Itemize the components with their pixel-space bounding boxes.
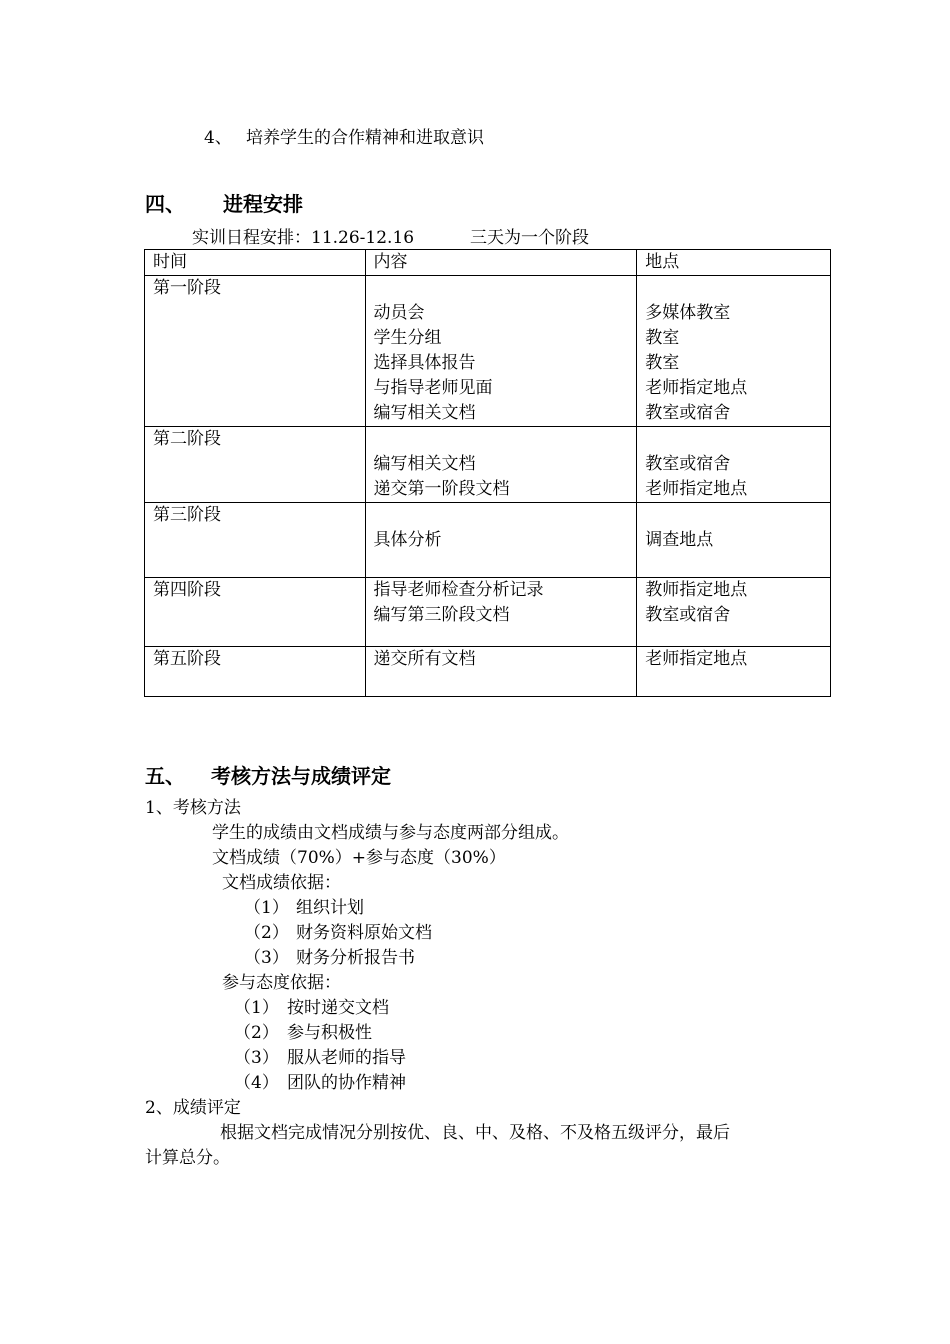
att-basis-item: 服从老师的指导 bbox=[287, 1048, 406, 1068]
stage-cell bbox=[145, 578, 366, 647]
content-line: 具体分析 bbox=[373, 530, 442, 550]
content-line: 递交所有文档 bbox=[373, 649, 476, 669]
goal-item-number: 4、 bbox=[204, 128, 232, 148]
table-row bbox=[145, 427, 831, 503]
content-line: 编写第三阶段文档 bbox=[373, 605, 510, 625]
att-basis-num: （4） bbox=[234, 1073, 279, 1093]
doc-basis-item: 财务分析报告书 bbox=[296, 948, 415, 968]
content-line bbox=[374, 503, 637, 528]
doc-basis-num: （1） bbox=[244, 898, 289, 918]
place-line: 老师指定地点 bbox=[645, 479, 748, 499]
place-line: 教师指定地点 bbox=[645, 580, 748, 600]
schedule-note: 三天为一个阶段 bbox=[470, 228, 589, 248]
doc-basis-item: 组织计划 bbox=[296, 898, 364, 918]
place-cell bbox=[637, 276, 831, 427]
sub1-line1: 学生的成绩由文档成绩与参与态度两部分组成。 bbox=[212, 823, 569, 843]
place-line bbox=[645, 276, 830, 301]
sub2-title: 2、成绩评定 bbox=[145, 1098, 241, 1118]
content-line: 编写相关文档 bbox=[373, 403, 476, 423]
content-line: 编写相关文档 bbox=[373, 454, 476, 474]
schedule-table bbox=[144, 249, 831, 697]
doc-basis-num: （3） bbox=[244, 948, 289, 968]
content-line: 与指导老师见面 bbox=[373, 378, 493, 398]
place-line: 调查地点 bbox=[645, 530, 714, 550]
place-cell bbox=[637, 578, 831, 647]
header-place: 地点 bbox=[637, 250, 831, 276]
table-row bbox=[145, 578, 831, 647]
stage-cell bbox=[145, 503, 366, 578]
section4-title: 进程安排 bbox=[223, 192, 303, 216]
place-line: 老师指定地点 bbox=[645, 649, 748, 669]
header-time: 时间 bbox=[145, 250, 366, 276]
att-basis-item: 参与积极性 bbox=[287, 1023, 372, 1043]
stage-label: 第四阶段 bbox=[153, 580, 221, 600]
place-cell bbox=[637, 427, 831, 503]
place-line: 教室或宿舍 bbox=[645, 605, 731, 625]
doc-basis-item: 财务资料原始文档 bbox=[296, 923, 432, 943]
content-line bbox=[374, 276, 637, 301]
content-line: 指导老师检查分析记录 bbox=[373, 580, 544, 600]
stage-cell bbox=[145, 427, 366, 503]
stage-label: 第二阶段 bbox=[153, 429, 221, 449]
att-basis-num: （3） bbox=[234, 1048, 279, 1068]
section4-number: 四、 bbox=[145, 192, 185, 216]
table-row bbox=[145, 276, 831, 427]
place-line: 老师指定地点 bbox=[645, 378, 748, 398]
att-basis-num: （1） bbox=[234, 998, 279, 1018]
content-cell bbox=[365, 503, 637, 578]
schedule-line: 实训日程安排：11.26-12.16 bbox=[192, 228, 415, 248]
section5-number: 五、 bbox=[145, 764, 185, 788]
place-cell bbox=[637, 503, 831, 578]
place-line: 教室或宿舍 bbox=[645, 454, 731, 474]
content-line: 学生分组 bbox=[373, 328, 442, 348]
content-cell bbox=[365, 427, 637, 503]
place-line: 教室 bbox=[645, 328, 680, 348]
place-line bbox=[645, 427, 830, 452]
place-line: 多媒体教室 bbox=[645, 303, 731, 323]
content-line: 动员会 bbox=[373, 303, 425, 323]
content-cell bbox=[365, 578, 637, 647]
goal-item-text: 培养学生的合作精神和进取意识 bbox=[246, 128, 484, 148]
stage-cell bbox=[145, 276, 366, 427]
table-row bbox=[145, 503, 831, 578]
content-line bbox=[374, 427, 637, 452]
stage-label: 第五阶段 bbox=[153, 649, 221, 669]
stage-label: 第三阶段 bbox=[153, 505, 221, 525]
att-basis-item: 按时递交文档 bbox=[287, 998, 389, 1018]
stage-label: 第一阶段 bbox=[153, 278, 221, 298]
place-line: 教室 bbox=[645, 353, 680, 373]
header-content: 内容 bbox=[365, 250, 637, 276]
content-cell bbox=[365, 276, 637, 427]
stage-cell bbox=[145, 647, 366, 697]
section5-title: 考核方法与成绩评定 bbox=[211, 764, 391, 788]
sub2-line2: 计算总分。 bbox=[145, 1148, 230, 1168]
att-basis-item: 团队的协作精神 bbox=[287, 1073, 406, 1093]
sub1-title: 1、考核方法 bbox=[145, 798, 241, 818]
place-cell bbox=[637, 647, 831, 697]
sub2-line1: 根据文档完成情况分别按优、良、中、及格、不及格五级评分，最后 bbox=[220, 1123, 730, 1143]
att-basis-num: （2） bbox=[234, 1023, 279, 1043]
doc-basis-num: （2） bbox=[244, 923, 289, 943]
content-line: 递交第一阶段文档 bbox=[373, 479, 510, 499]
att-basis-title: 参与态度依据： bbox=[222, 973, 341, 993]
place-line bbox=[645, 503, 830, 528]
place-line: 教室或宿舍 bbox=[645, 403, 731, 423]
table-row bbox=[145, 647, 831, 697]
content-line: 选择具体报告 bbox=[373, 353, 476, 373]
sub1-line2: 文档成绩（70%）+参与态度（30%） bbox=[212, 848, 506, 868]
content-cell bbox=[365, 647, 637, 697]
doc-basis-title: 文档成绩依据： bbox=[222, 873, 341, 893]
table-header-row bbox=[145, 250, 831, 276]
